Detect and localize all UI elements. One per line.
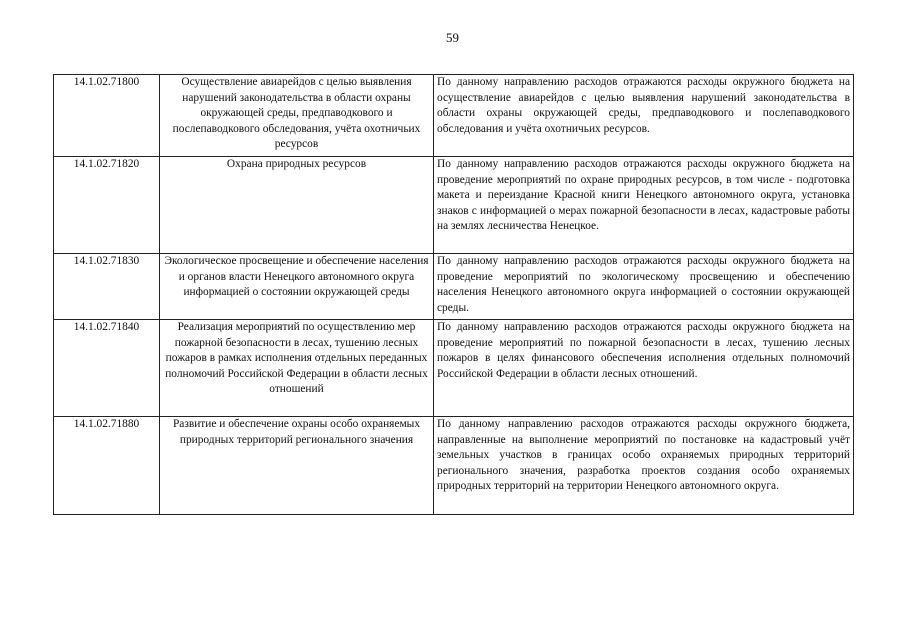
table-row (54, 320, 854, 417)
expense-name-cell: Реализация мероприятий по осуществлению мер пожарной безопасности в лесах, тушению лесных пожаров в рамках исполнения отдельных переданных полномочий Российской Федерации в области лесных отношений (160, 320, 434, 417)
budget-classification-table (53, 74, 854, 515)
expense-name-cell: Осуществление авиарейдов с целью выявления нарушений законодательства в области охраны окружающей среды, предпаводкового и послепаводкового обследования, учёта охотничьих ресурсов (160, 75, 434, 157)
expense-description-cell: По данному направлению расходов отражаются расходы окружного бюджета на осуществление авиарейдов с целью выявления нарушений законодательства в области охраны окружающей среды, предпаводкового и послепаводкового обследования и учёта охотничьих ресурсов. (434, 75, 854, 157)
expense-code-cell: 14.1.02.71800 (54, 75, 160, 157)
expense-name-cell: Охрана природных ресурсов (160, 157, 434, 254)
expense-code-cell: 14.1.02.71880 (54, 417, 160, 515)
expense-description-cell: По данному направлению расходов отражаются расходы окружного бюджета на проведение мероприятий по экологическому просвещению и обеспечению населения Ненецкого автономного округа информацией о состоянии окружающей среды. (434, 254, 854, 320)
table-row (54, 417, 854, 515)
expense-description-cell: По данному направлению расходов отражаются расходы окружного бюджета на проведение мероприятий по охране природных ресурсов, в том числе - подготовка макета и переиздание Красной книги Ненецкого автономного округа, установка знаков с информацией о мерах пожарной безопасности в лесах, кадастровые работы на землях лесничества Ненецкое. (434, 157, 854, 254)
table-row (54, 157, 854, 254)
expense-name-cell: Экологическое просвещение и обеспечение населения и органов власти Ненецкого автономного округа информацией о состоянии окружающей среды (160, 254, 434, 320)
expense-code-cell: 14.1.02.71830 (54, 254, 160, 320)
expense-code-cell: 14.1.02.71840 (54, 320, 160, 417)
expense-code-cell: 14.1.02.71820 (54, 157, 160, 254)
expense-name-cell: Развитие и обеспечение охраны особо охраняемых природных территорий регионального значения (160, 417, 434, 515)
page-number: 59 (446, 30, 459, 45)
expense-description-cell: По данному направлению расходов отражаются расходы окружного бюджета, направленные на выполнение мероприятий по постановке на кадастровый учёт земельных участков в границах особо охраняемых природных территорий регионального значения, разработка проектов создания особо охраняемых природных территорий на территории Ненецкого автономного округа. (434, 417, 854, 515)
table-row (54, 254, 854, 320)
expense-description-cell: По данному направлению расходов отражаются расходы окружного бюджета на проведение мероприятий по пожарной безопасности в лесах, тушению лесных пожаров в целях финансового обеспечения исполнения отдельных полномочий Российской Федерации в области лесных отношений. (434, 320, 854, 417)
table-row (54, 75, 854, 157)
